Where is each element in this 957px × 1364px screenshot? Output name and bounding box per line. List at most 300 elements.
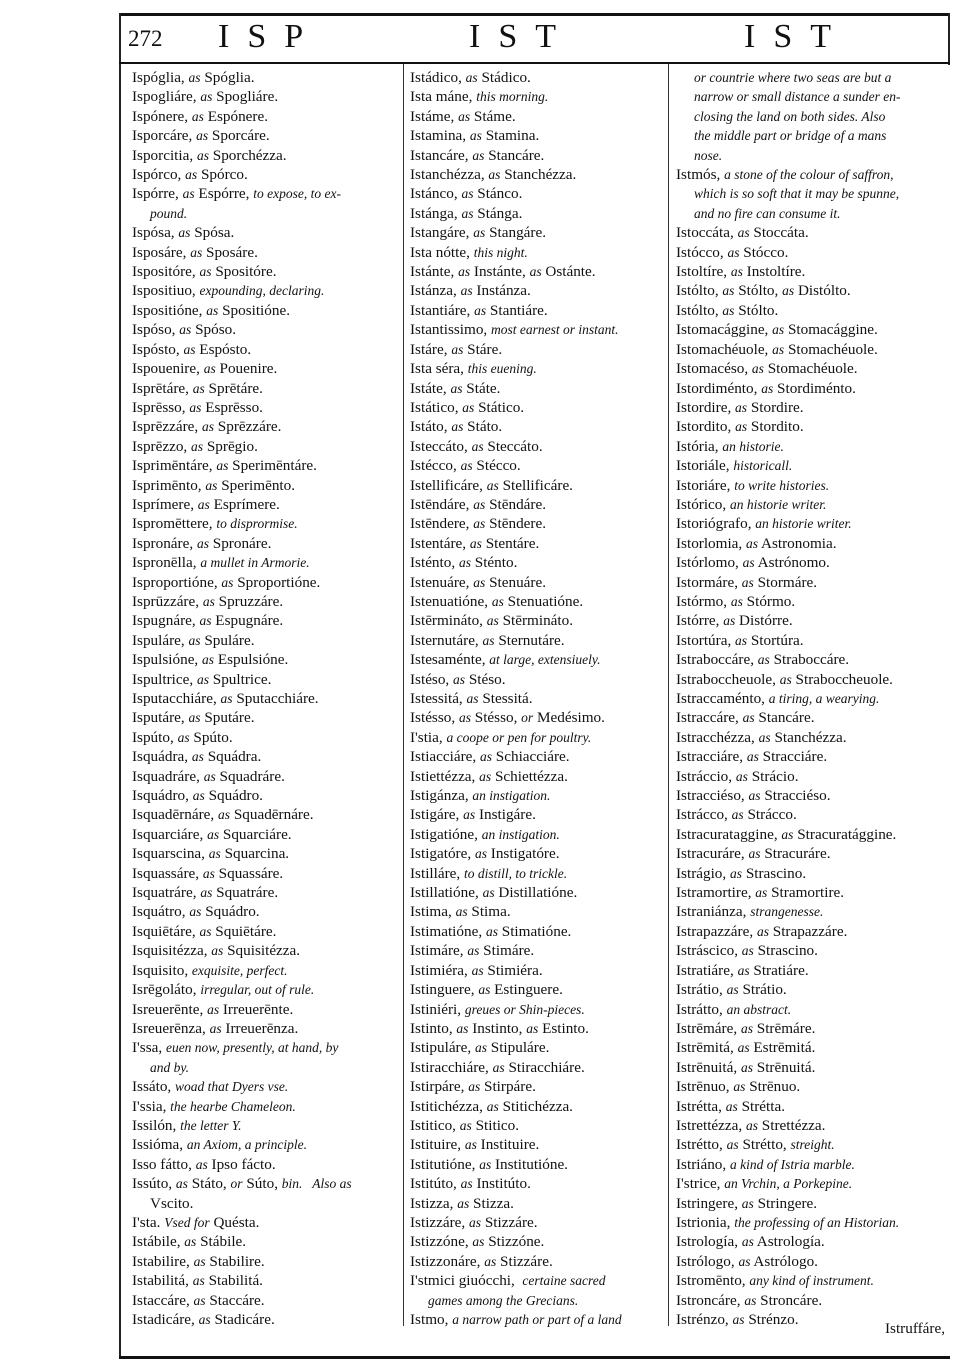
dictionary-entry: [676, 1077, 944, 1096]
dictionary-entry: [132, 476, 400, 495]
dictionary-entry: [676, 611, 944, 630]
dictionary-entry: [132, 1271, 400, 1290]
dictionary-entry: [410, 767, 678, 786]
dictionary-entry: [676, 1155, 944, 1174]
dictionary-entry: [676, 631, 944, 650]
entry-italic-text: as: [731, 807, 744, 823]
entry-roman-text: Istórico,: [676, 495, 730, 513]
dictionary-entry: [410, 1213, 678, 1232]
entry-roman-text: Stábile.: [196, 1233, 247, 1251]
entry-italic-text: strangenesse.: [750, 904, 824, 920]
dictionary-entry: [410, 631, 678, 650]
dictionary-entry: [410, 825, 678, 844]
entry-italic-text: as: [732, 1312, 745, 1327]
entry-roman-text: Estrēmitá.: [749, 1039, 816, 1057]
entry-roman-text: Istitico,: [410, 1116, 460, 1134]
entry-italic-text: as: [748, 788, 761, 804]
entry-italic-text: as: [756, 923, 769, 939]
entry-roman-text: Institúto.: [472, 1175, 531, 1193]
entry-roman-text: Isprūzzáre,: [132, 592, 203, 610]
entry-italic-text: as: [473, 225, 486, 241]
entry-italic-text: woad that Dyers vse.: [175, 1079, 289, 1095]
dictionary-entry: [410, 165, 678, 184]
dictionary-entry: [410, 553, 678, 572]
entry-italic-text: as: [735, 419, 748, 435]
dictionary-entry: [676, 281, 944, 300]
entry-roman-text: Estinto.: [538, 1019, 589, 1037]
entry-roman-text: Istrágio,: [676, 864, 730, 882]
entry-italic-text: an historie.: [722, 438, 784, 454]
entry-italic-text: as: [485, 923, 498, 939]
entry-roman-text: Istánco,: [410, 185, 462, 203]
entry-italic-text: an instigation.: [472, 788, 551, 804]
entry-roman-text: Istirpáre,: [410, 1078, 469, 1096]
entry-roman-text: Istantiáre,: [410, 301, 475, 319]
entry-roman-text: Stipuláre.: [486, 1039, 550, 1057]
entry-roman-text: Istringere,: [676, 1194, 742, 1212]
entry-roman-text: Istizzonáre,: [410, 1252, 485, 1270]
entry-italic-text: as: [751, 361, 764, 377]
entry-roman-text: Estinguere.: [490, 981, 563, 999]
entry-roman-text: Sputacchiáre.: [232, 690, 319, 707]
entry-italic-text: as: [741, 943, 754, 959]
entry-italic-text: to expose, to ex- pound.: [150, 186, 341, 221]
entry-roman-text: I'ssia,: [132, 1097, 171, 1115]
entry-roman-text: Stratiáre.: [749, 961, 809, 979]
dictionary-entry: [132, 495, 400, 514]
dictionary-entry: [410, 534, 678, 553]
entry-italic-text: or: [230, 1176, 243, 1192]
dictionary-entry: [410, 670, 678, 689]
entry-roman-text: Istentáre,: [410, 534, 470, 552]
entry-roman-text: Pouenire.: [215, 360, 278, 378]
entry-roman-text: Istáto,: [410, 418, 452, 436]
entry-roman-text: Strétto,: [738, 1136, 791, 1154]
entry-roman-text: Istráccio,: [676, 767, 736, 785]
entry-roman-text: Istiracchiáre,: [410, 1058, 493, 1076]
entry-roman-text: Strapazzáre.: [768, 922, 848, 940]
entry-italic-text: this morning.: [476, 89, 549, 105]
dictionary-entry: [132, 146, 400, 165]
entry-roman-text: Istizzóne,: [410, 1233, 473, 1251]
entry-italic-text: as: [486, 613, 499, 629]
dictionary-entry: [410, 1038, 678, 1057]
entry-roman-text: Istanchézza,: [410, 166, 489, 184]
entry-roman-text: Stordito.: [747, 418, 804, 436]
dictionary-entry: [132, 902, 400, 921]
entry-roman-text: Sporcáre.: [208, 127, 270, 145]
dictionary-entry: [410, 611, 678, 630]
entry-roman-text: Spuláre.: [200, 631, 255, 649]
dictionary-entry: [132, 883, 400, 902]
entry-italic-text: as: [491, 593, 504, 609]
dictionary-entry: [410, 786, 678, 805]
entry-roman-text: Istracciáre,: [676, 748, 747, 766]
entry-roman-text: Stracciéso.: [760, 787, 831, 805]
entry-roman-text: Ista máne,: [410, 88, 477, 106]
entry-italic-text: as: [208, 846, 221, 862]
page-number: 272: [128, 26, 163, 51]
running-head-left: ISP: [218, 18, 322, 55]
dictionary-entry: [676, 961, 944, 980]
entry-roman-text: Spultrice.: [208, 670, 272, 688]
dictionary-entry: [676, 476, 944, 495]
dictionary-entry: [410, 184, 678, 203]
entry-italic-text: as: [196, 128, 209, 144]
dictionary-entry: [676, 786, 944, 805]
entry-roman-text: Strēmáre.: [752, 1019, 816, 1037]
dictionary-entry: [410, 1155, 678, 1174]
dictionary-entry: [676, 456, 944, 475]
entry-italic-text: as: [479, 1156, 492, 1172]
entry-italic-text: most earnest or instant.: [491, 322, 619, 338]
dictionary-entry: [132, 573, 400, 592]
entry-italic-text: as: [220, 691, 233, 706]
entry-roman-text: Istimáre,: [410, 942, 468, 960]
entry-italic-text: as: [460, 1176, 473, 1192]
entry-italic-text: as: [473, 516, 486, 532]
dictionary-entry: [410, 864, 678, 883]
dictionary-entry: [132, 320, 400, 339]
page-header: [124, 18, 946, 60]
dictionary-entry: [410, 243, 678, 262]
dictionary-entry: [132, 126, 400, 145]
entry-roman-text: Istrēmitá,: [676, 1039, 738, 1057]
dictionary-entry: [132, 184, 400, 223]
entry-italic-text: as: [742, 555, 755, 571]
dictionary-entry: [676, 650, 944, 669]
entry-italic-text: as: [744, 1292, 757, 1308]
entry-roman-text: Stēndáre.: [485, 495, 546, 513]
dictionary-entry: [676, 437, 944, 456]
entry-roman-text: Istésso,: [410, 709, 459, 727]
entry-roman-text: Distillatióne.: [494, 884, 578, 902]
dictionary-entry: [410, 902, 678, 921]
entry-roman-text: Isquisitézza,: [132, 942, 212, 960]
entry-roman-text: I'sta.: [132, 1213, 165, 1231]
entry-italic-text: as: [455, 904, 468, 920]
dictionary-entry: [132, 1174, 400, 1213]
entry-roman-text: Institutióne.: [491, 1155, 568, 1173]
entry-roman-text: Istáme,: [410, 107, 459, 125]
dictionary-entry: [410, 573, 678, 592]
entry-roman-text: Espugnáre.: [211, 612, 284, 630]
entry-italic-text: to distill, to trickle.: [463, 865, 568, 881]
entry-roman-text: Ispósto,: [132, 340, 184, 358]
entry-italic-text: as: [479, 768, 492, 784]
dictionary-entry: [676, 1058, 944, 1077]
dictionary-entry: [676, 573, 944, 592]
entry-roman-text: Stiracchiáre.: [504, 1058, 585, 1076]
entry-roman-text: Istigáre,: [410, 806, 464, 824]
entry-roman-text: Ispugnáre,: [132, 612, 200, 630]
entry-italic-text: a tiring, a wearying.: [768, 691, 880, 706]
entry-roman-text: Istrátto,: [676, 1000, 727, 1018]
dictionary-entry: [132, 456, 400, 475]
entry-italic-text: as: [484, 1253, 497, 1269]
entry-roman-text: Isquatráre,: [132, 884, 201, 902]
entry-roman-text: Sprēzzáre.: [214, 418, 282, 436]
entry-italic-text: as: [178, 225, 191, 241]
entry-italic-text: at large, extensiuely.: [489, 652, 601, 668]
entry-italic-text: as: [486, 1098, 499, 1114]
dictionary-entry: [132, 922, 400, 941]
entry-italic-text: as: [185, 167, 198, 183]
entry-roman-text: Spruzzáre.: [214, 592, 284, 610]
entry-roman-text: Istánte,: [410, 263, 459, 281]
entry-roman-text: Strēnuitá.: [752, 1058, 816, 1076]
entry-italic-text: bin. Also as: [281, 1176, 352, 1192]
dictionary-entry: [410, 961, 678, 980]
entry-roman-text: Státo.: [463, 418, 503, 436]
entry-roman-text: Ispouenire,: [132, 360, 204, 378]
entry-italic-text: as: [199, 613, 212, 629]
entry-roman-text: Istrénzo,: [676, 1311, 733, 1328]
entry-italic-text: as: [726, 1137, 739, 1153]
entry-italic-text: the professing of an Historian.: [734, 1214, 900, 1230]
entry-italic-text: as: [189, 904, 202, 920]
entry-roman-text: Stēndere.: [485, 515, 546, 533]
entry-italic-text: as: [730, 264, 743, 280]
entry-roman-text: Sperimēntáre.: [228, 457, 317, 475]
dictionary-entry: [410, 728, 678, 747]
entry-roman-text: Istracchézza,: [676, 728, 759, 746]
header-rule: [119, 62, 950, 64]
entry-roman-text: Squassáre.: [214, 864, 284, 882]
entry-roman-text: Isquiētáre,: [132, 922, 200, 940]
entry-italic-text: as: [188, 70, 201, 85]
entry-roman-text: Istólto,: [676, 301, 723, 319]
entry-roman-text: Sposáre.: [202, 243, 258, 261]
dictionary-entry: [410, 514, 678, 533]
entry-roman-text: Isquarscina,: [132, 845, 209, 863]
entry-roman-text: Stático.: [474, 398, 525, 416]
dictionary-entry: [676, 301, 944, 320]
dictionary-entry: [132, 301, 400, 320]
entry-roman-text: Ispuláre,: [132, 631, 189, 649]
entry-italic-text: as: [196, 671, 209, 687]
running-head-center: IST: [469, 18, 574, 55]
entry-italic-text: as: [205, 477, 218, 493]
entry-italic-text: as: [757, 652, 770, 668]
dictionary-entry: [410, 592, 678, 611]
entry-italic-text: as: [741, 1234, 754, 1250]
dictionary-entry: [132, 805, 400, 824]
entry-roman-text: Isprēzzo,: [132, 437, 192, 455]
column-rule: [403, 64, 404, 1326]
dictionary-entry: [676, 747, 944, 766]
entry-italic-text: as: [742, 710, 755, 726]
entry-italic-text: as: [458, 555, 471, 571]
entry-roman-text: Istormáre,: [676, 573, 742, 591]
entry-roman-text: Istmós,: [676, 166, 725, 184]
entry-roman-text: Istituire,: [410, 1136, 465, 1154]
entry-italic-text: as: [745, 1117, 758, 1133]
entry-roman-text: Isprēzzáre,: [132, 418, 202, 436]
entry-italic-text: euen now, presently, at hand, by and by.: [150, 1040, 339, 1075]
entry-roman-text: Stécco.: [472, 457, 521, 475]
entry-roman-text: Isquátro,: [132, 903, 190, 921]
entry-roman-text: Istória,: [676, 437, 723, 455]
dictionary-entry: [676, 553, 944, 572]
entry-roman-text: Isquádra,: [132, 748, 192, 766]
entry-italic-text: as: [461, 205, 474, 221]
entry-roman-text: Espulsióne.: [214, 651, 289, 669]
entry-roman-text: Státe.: [462, 379, 501, 397]
entry-roman-text: Stirpáre.: [480, 1078, 536, 1096]
entry-roman-text: Istenuatióne,: [410, 592, 492, 610]
entry-italic-text: as: [451, 419, 464, 435]
entry-italic-text: as: [457, 1195, 470, 1211]
entry-italic-text: as: [772, 322, 785, 338]
entry-roman-text: Stimatióne.: [497, 922, 572, 940]
entry-roman-text: Irreuerēnte.: [219, 1000, 294, 1018]
entry-roman-text: Súto,: [242, 1175, 282, 1193]
entry-roman-text: Quésta.: [209, 1213, 260, 1231]
entry-roman-text: Stessitá.: [478, 690, 533, 707]
entry-roman-text: Istoriáre,: [676, 476, 735, 494]
entry-italic-text: as: [748, 846, 761, 862]
dictionary-entry: [676, 883, 944, 902]
entry-italic-text: as: [453, 671, 466, 687]
entry-roman-text: Isteccáto,: [410, 437, 472, 455]
entry-italic-text: as: [218, 807, 231, 823]
entry-roman-text: Instigáre.: [475, 806, 536, 824]
entry-roman-text: Istroncáre,: [676, 1291, 745, 1309]
entry-roman-text: Strénzo.: [744, 1311, 799, 1328]
entry-italic-text: an instigation.: [481, 826, 560, 842]
entry-roman-text: Stáme.: [470, 107, 516, 125]
dictionary-entry: [132, 223, 400, 242]
entry-roman-text: Stracuráre.: [760, 845, 831, 863]
entry-italic-text: streight.: [790, 1137, 835, 1153]
dictionary-entry: [676, 379, 944, 398]
entry-italic-text: as: [458, 108, 471, 124]
entry-italic-text: as: [469, 535, 482, 551]
entry-roman-text: Isproportióne,: [132, 573, 222, 591]
dictionary-entry: [132, 1116, 400, 1135]
entry-roman-text: Squadērnáre.: [230, 806, 314, 824]
entry-italic-text: as: [466, 691, 479, 706]
dictionary-entry: [132, 592, 400, 611]
dictionary-entry: [410, 922, 678, 941]
entry-roman-text: Stólto,: [734, 282, 783, 300]
dictionary-entry: [676, 1135, 944, 1154]
entry-italic-text: as: [730, 593, 743, 609]
entry-roman-text: Squarcina.: [220, 845, 290, 863]
entry-italic-text: as: [474, 846, 487, 862]
entry-roman-text: Istrétta,: [676, 1097, 726, 1115]
dictionary-entry: [676, 359, 944, 378]
dictionary-entry: [410, 223, 678, 242]
entry-roman-text: Isposáre,: [132, 243, 191, 261]
entry-roman-text: Straboccáre.: [769, 651, 850, 669]
entry-roman-text: Strascino.: [753, 942, 818, 960]
dictionary-entry: [676, 864, 944, 883]
dictionary-entry: [132, 1077, 400, 1096]
dictionary-entry: [132, 1232, 400, 1251]
dictionary-entry: [132, 1135, 400, 1154]
dictionary-entry: [676, 1213, 944, 1232]
dictionary-entry: [132, 728, 400, 747]
entry-roman-text: Istigatóre,: [410, 845, 475, 863]
dictionary-entry: [132, 961, 400, 980]
entry-roman-text: Stadicáre.: [210, 1311, 275, 1328]
entry-roman-text: Istizzáre,: [410, 1213, 470, 1231]
dictionary-entry: [132, 398, 400, 417]
dictionary-entry: [410, 1194, 678, 1213]
entry-italic-text: as: [478, 982, 491, 998]
entry-italic-text: as: [471, 962, 484, 978]
entry-roman-text: Istomacággine,: [676, 321, 773, 339]
entry-roman-text: I'strice,: [676, 1175, 725, 1193]
entry-italic-text: as: [471, 438, 484, 454]
dictionary-entry: [410, 1077, 678, 1096]
dictionary-entry: [132, 107, 400, 126]
entry-roman-text: Distólto.: [794, 282, 851, 300]
entry-roman-text: Istólto,: [676, 282, 723, 300]
dictionary-entry: [410, 941, 678, 960]
entry-roman-text: Istoriógrafo,: [676, 515, 756, 533]
entry-italic-text: as: [175, 1176, 188, 1192]
entry-roman-text: Istellificáre,: [410, 476, 487, 494]
entry-italic-text: as: [529, 264, 542, 280]
entry-italic-text: Vsed for: [164, 1214, 210, 1230]
dictionary-entry: [676, 223, 944, 242]
entry-roman-text: Istracciéso,: [676, 787, 749, 805]
entry-italic-text: historicall.: [733, 458, 793, 474]
entry-roman-text: Strettézza.: [758, 1116, 826, 1134]
dictionary-entry: [410, 747, 678, 766]
entry-italic-text: as: [737, 225, 750, 241]
dictionary-entry: [676, 262, 944, 281]
entry-roman-text: Istromēnto,: [676, 1272, 750, 1290]
entry-italic-text: as: [741, 574, 754, 590]
dictionary-entry: [410, 650, 678, 669]
entry-italic-text: as: [733, 1079, 746, 1095]
entry-roman-text: Stortúra.: [747, 631, 804, 649]
entry-roman-text: Istáre,: [410, 340, 452, 358]
entry-roman-text: Isporcáre,: [132, 127, 197, 145]
dictionary-entry: [676, 825, 944, 844]
entry-italic-text: as: [469, 1214, 482, 1230]
dictionary-entry: [132, 243, 400, 262]
dictionary-column-2: [410, 68, 678, 1329]
entry-roman-text: Istabilitá,: [132, 1272, 193, 1290]
entry-roman-text: Istrátio,: [676, 981, 727, 999]
entry-roman-text: Stracuratággine.: [793, 825, 897, 843]
dictionary-entry: [132, 941, 400, 960]
entry-roman-text: Stizzáre.: [481, 1213, 538, 1231]
entry-roman-text: Isprēsso,: [132, 398, 190, 416]
entry-roman-text: Ista séra,: [410, 360, 468, 378]
dictionary-entry: [410, 359, 678, 378]
dictionary-entry: [676, 340, 944, 359]
dictionary-entry: [676, 805, 944, 824]
entry-roman-text: Stomacággine.: [784, 321, 878, 339]
entry-italic-text: an abstract.: [726, 1001, 792, 1017]
dictionary-entry: [410, 320, 678, 339]
entry-roman-text: Isso fátto,: [132, 1155, 196, 1173]
entry-roman-text: Istitúto,: [410, 1175, 461, 1193]
entry-roman-text: Istigánza,: [410, 787, 473, 805]
entry-roman-text: Stórmo.: [742, 592, 796, 610]
entry-roman-text: Ostánte.: [541, 263, 596, 281]
bottom-rule: [119, 1356, 950, 1359]
entry-roman-text: Isreuerēnte,: [132, 1000, 208, 1018]
entry-italic-text: as: [188, 710, 201, 726]
entry-roman-text: Stancáre.: [754, 709, 815, 727]
